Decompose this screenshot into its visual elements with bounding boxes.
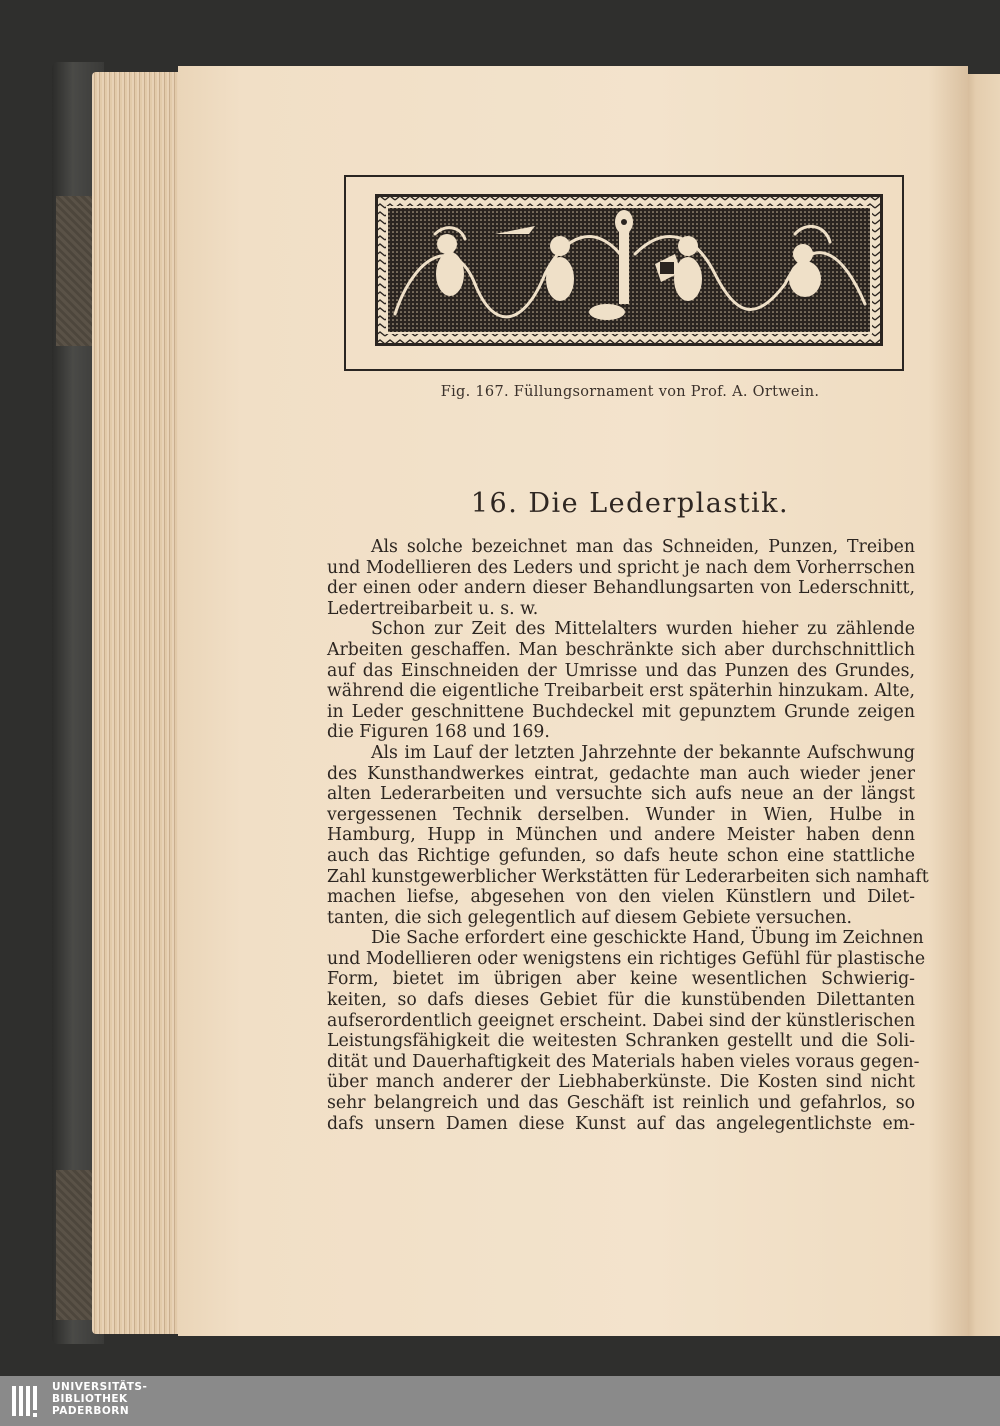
library-name: [52, 1381, 147, 1417]
text-line: Hamburg, Hupp in München und andere Meister haben denn: [327, 825, 915, 846]
library-name-line: UNIVERSITÄTS-: [52, 1381, 148, 1393]
text-line: der einen oder andern dieser Behandlungsarten von Lederschnitt,: [327, 578, 915, 599]
text-line: sehr belangreich und das Geschäft ist reinlich und gefahrlos, so: [327, 1093, 915, 1114]
footer-bar: [0, 1376, 1000, 1426]
body-text: [327, 537, 929, 1134]
library-name-line: BIBLIOTHEK: [52, 1393, 128, 1405]
text-line: Ledertreibarbeit u. s. w.: [327, 598, 539, 619]
page-edges: [92, 72, 182, 1334]
text-line: des Kunsthandwerkes eintrat, gedachte man auch wieder jener: [327, 763, 915, 784]
text-line: Zahl kunstgewerblicher Werkstätten für Lederarbeiten sich namhaft: [327, 866, 929, 887]
text-line: Arbeiten geschaffen. Man beschränkte sich aber durchschnittlich: [327, 639, 915, 660]
text-line: keiten, so dafs dieses Gebiet für die kunstübenden Dilettanten: [327, 990, 915, 1011]
figure-caption: Fig. 167. Füllungsornament von Prof. A. Ortwein.: [440, 384, 820, 400]
chapter-title: 16. Die Lederplastik.: [470, 488, 790, 519]
text-line: dität und Dauerhaftigkeit des Materials haben vieles voraus gegen-: [327, 1051, 920, 1072]
text-line: machen liefse, abgesehen von den vielen Künstlern und Dilet-: [327, 887, 915, 908]
library-name-line: PADERBORN: [52, 1405, 130, 1417]
text-line: Leistungsfähigkeit die weitesten Schranken gestellt und die Soli-: [327, 1031, 915, 1052]
cover-corner-bottom: [56, 1170, 94, 1320]
text-line: und Modellieren des Leders und spricht je nach dem Vorherrschen: [327, 557, 915, 578]
ornament-engraving: [375, 194, 883, 346]
text-line: Die Sache erfordert eine geschickte Hand, Übung im Zeichnen: [371, 928, 924, 949]
text-line: und Modellieren oder wenigstens ein richtiges Gefühl für plastische: [327, 948, 926, 969]
text-line: vergessenen Technik derselben. Wunder in Wien, Hulbe in: [327, 804, 915, 825]
text-line: tanten, die sich gelegentlich auf diesem Gebiete versuchen.: [327, 907, 852, 928]
text-line: die Figuren 168 und 169.: [327, 722, 550, 743]
text-line: während die eigentliche Treibarbeit erst späterhin hinzukam. Alte,: [327, 681, 915, 702]
library-logo-icon: [10, 1382, 44, 1420]
text-line: über manch anderer der Liebhaberkünste. Die Kosten sind nicht: [327, 1072, 915, 1093]
cover-corner-top: [56, 196, 94, 346]
text-line: auf das Einschneiden der Umrisse und das Punzen des Grundes,: [327, 660, 915, 681]
text-line: auch das Richtige gefunden, so dafs heute schon eine stattliche: [327, 845, 915, 866]
text-line: aufserordentlich geeignet erscheint. Dabei sind der künstlerischen: [327, 1010, 916, 1031]
text-line: Als im Lauf der letzten Jahrzehnte der bekannte Aufschwung: [371, 742, 915, 763]
text-line: in Leder geschnittene Buchdeckel mit gepunztem Grunde zeigen: [327, 701, 915, 722]
text-line: dafs unsern Damen diese Kunst auf das angelegentlichste em-: [327, 1113, 915, 1134]
text-line: alten Lederarbeiten und versuchte sich aufs neue an der längst: [327, 784, 915, 805]
text-line: Form, bietet im übrigen aber keine wesentlichen Schwierig-: [327, 969, 915, 990]
text-line: Schon zur Zeit des Mittelalters wurden hieher zu zählende: [371, 619, 915, 640]
text-line: Als solche bezeichnet man das Schneiden, Punzen, Treiben: [371, 537, 915, 557]
